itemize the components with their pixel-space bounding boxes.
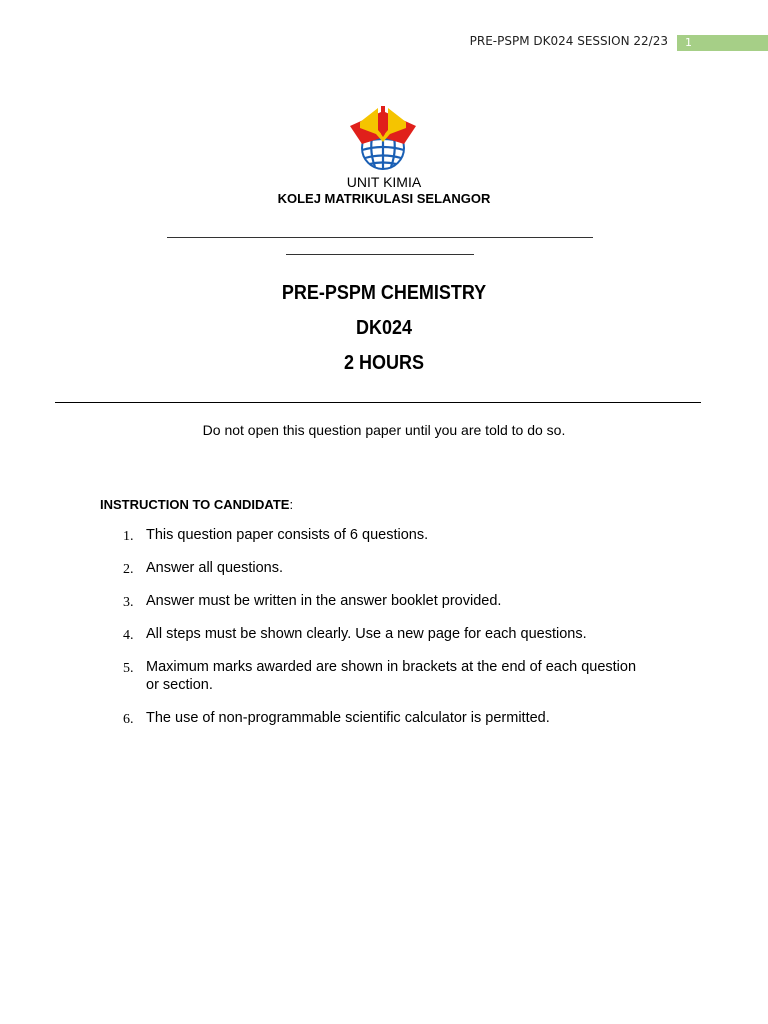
item-text: Maximum marks awarded are shown in brackets at the end of each question or section. xyxy=(146,659,637,693)
section-divider xyxy=(55,402,701,403)
item-number: 1. xyxy=(123,529,134,544)
item-text: Answer all questions. xyxy=(146,560,284,576)
divider-line-short xyxy=(286,254,474,255)
exam-warning: Do not open this question paper until you are told to do so. xyxy=(202,422,566,438)
list-item xyxy=(123,710,683,728)
instruction-heading-colon: : xyxy=(289,497,294,512)
exam-duration: 2 HOURS xyxy=(343,352,425,374)
item-number: 6. xyxy=(123,711,134,727)
item-number: 3. xyxy=(123,595,134,610)
divider-line xyxy=(167,237,593,238)
list-item xyxy=(123,527,683,545)
list-item xyxy=(123,659,651,694)
instruction-heading-text: INSTRUCTION TO CANDIDATE xyxy=(100,497,290,512)
list-item xyxy=(123,626,683,644)
course-code: DK024 xyxy=(355,317,413,339)
item-text: This question paper consists of 6 questions. xyxy=(146,527,429,543)
item-number: 5. xyxy=(123,661,134,676)
running-header: PRE-PSPM DK024 SESSION 22/23 xyxy=(469,34,668,48)
list-item xyxy=(123,593,683,611)
college-name: KOLEJ MATRIKULASI SELANGOR xyxy=(277,191,491,206)
instruction-heading xyxy=(100,497,293,512)
item-text: All steps must be shown clearly. Use a new page for each questions. xyxy=(146,626,587,642)
college-logo xyxy=(348,104,418,170)
item-number: 2. xyxy=(123,562,134,577)
item-text: Answer must be written in the answer booklet provided. xyxy=(146,593,502,609)
page-number-badge: 1 xyxy=(677,35,768,51)
unit-name: UNIT KIMIA xyxy=(346,174,422,190)
exam-title: PRE-PSPM CHEMISTRY xyxy=(281,282,487,304)
list-item xyxy=(123,560,683,578)
instruction-list xyxy=(123,527,683,743)
item-number: 4. xyxy=(123,628,134,643)
item-text: The use of non-programmable scientific calculator is permitted. xyxy=(146,709,550,726)
